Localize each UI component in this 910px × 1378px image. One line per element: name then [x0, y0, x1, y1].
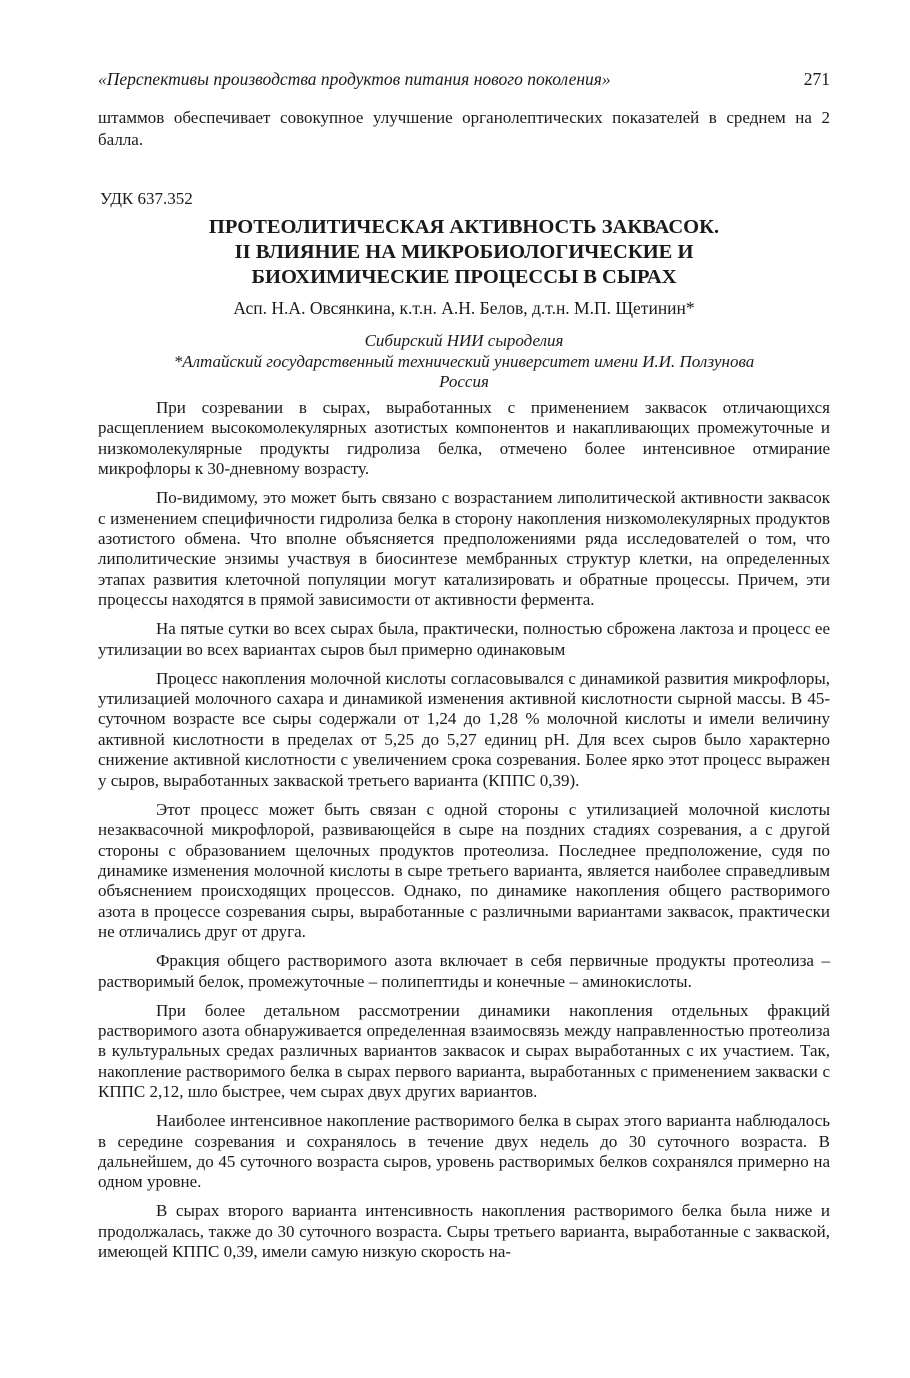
affiliation-line: Сибирский НИИ сыроделия — [364, 331, 564, 350]
authors: Асп. Н.А. Овсянкина, к.т.н. А.Н. Белов, д.т.н. М.П. Щетинин* — [233, 298, 695, 318]
body-paragraph: При созревании в сырах, выработанных с применением заквасок отличающихся расщеплением высокомолекулярных азотистых компонентов и накапливающих промежуточные и низкомолекулярные продукты гидролиза белка, отмечено более интенсивное отмирание микрофлоры к 30-дневному возрасту. — [98, 398, 830, 479]
title-line: II ВЛИЯНИЕ НА МИКРОБИОЛОГИЧЕСКИЕ И — [234, 241, 694, 263]
body-paragraph: Наиболее интенсивное накопление растворимого белка в сырах этого варианта наблюдалось в середине созревания и сохранялось в течение двух недель до 30 суточного возраста. В дальнейшем, до 45 суточного возраста сыров, уровень растворимых белков сохранялся примерно на одном уровне. — [98, 1111, 830, 1192]
carryover-paragraph: штаммов обеспечивает совокупное улучшение органолептических показателей в среднем на 2 балла. — [98, 108, 830, 149]
udc-code: УДК 637.352 — [100, 189, 193, 208]
body-paragraph: Процесс накопления молочной кислоты согласовывался с динамикой развития микрофлоры, утилизацией молочного сахара и динамикой изменения активной кислотности сырной массы. В 45-суточном возрасте все сыры содержали от 1,24 до 1,28 % молочной кислоты и имели величину активной кислотности в пределах от 5,25 до 5,27 единиц рН. Для всех сыров было характерно снижение активной кислотности с увеличением срока созревания. Более ярко этот процесс выражен у сыров, выработанных закваской третьего варианта (КППС 0,39). — [98, 668, 830, 790]
journal-title: «Перспективы производства продуктов питания нового поколения» — [98, 69, 611, 89]
body-paragraph: Этот процесс может быть связан с одной стороны с утилизацией молочной кислоты незаквасочной микрофлорой, развивающейся в сыре на поздних стадиях созревания, а с другой стороны с образованием щелочных продуктов протеолиза. Последнее предположение, судя по динамике изменения молочной кислоты в сыре третьего варианта, является наиболее справедливым объяснением происходящих процессов. Однако, по динамике накопления общего растворимого азота в процессе созревания сыры, выработанные с различными вариантами заквасок, практически не отличались друг от друга. — [98, 799, 830, 942]
body-paragraph: На пятые сутки во всех сырах была, практически, полностью сброжена лактоза и процесс ее утилизации во всех вариантах сыров был примерно одинаковым — [98, 619, 830, 659]
title-line: БИОХИМИЧЕСКИЕ ПРОЦЕССЫ В СЫРАХ — [251, 266, 677, 288]
body-paragraph: В сырах второго варианта интенсивность накопления растворимого белка была ниже и продолжалась, также до 30 суточного возраста. Сыры третьего варианта, выработанные с закваской, имеющей КППС 0,39, имели самую низкую скорость на- — [98, 1201, 830, 1262]
body-paragraph: Фракция общего растворимого азота включает в себя первичные продукты протеолиза – растворимый белок, промежуточные – полипептиды и конечные – аминокислоты. — [98, 951, 830, 991]
article-title — [98, 215, 830, 290]
body-paragraph: По-видимому, это может быть связано с возрастанием липолитической активности заквасок с изменением специфичности гидролиза белка в сторону накопления низкомолекулярных продуктов азотистого обмена. Что вполне объясняется предположениями ряда исследователей о том, что липолитические энзимы участвуя в биосинтезе мембранных структур клетки, на определенных этапах развития клеточной популяции могут катализировать и обратные процессы. Причем, эти процессы находятся в прямой зависимости от активности фермента. — [98, 488, 830, 610]
article-body — [98, 398, 830, 1271]
affiliations — [98, 331, 830, 393]
page-number: 271 — [803, 69, 830, 89]
title-line: ПРОТЕОЛИТИЧЕСКАЯ АКТИВНОСТЬ ЗАКВАСОК. — [208, 216, 720, 238]
body-paragraph: При более детальном рассмотрении динамики накопления отдельных фракций растворимого азота обнаруживается определенная взаимосвязь между направленностью протеолиза в культуральных средах различных вариантов заквасок и сырах выработанных с их участием. Так, накопление растворимого белка в сырах первого варианта, выработанных с применением закваски с КППС 2,12, шло быстрее, чем сырах двух других вариантов. — [98, 1000, 830, 1102]
affiliation-line: Россия — [439, 372, 489, 391]
affiliation-line: *Алтайский государственный технический университет имени И.И. Ползунова — [173, 351, 755, 371]
running-header — [98, 68, 830, 90]
